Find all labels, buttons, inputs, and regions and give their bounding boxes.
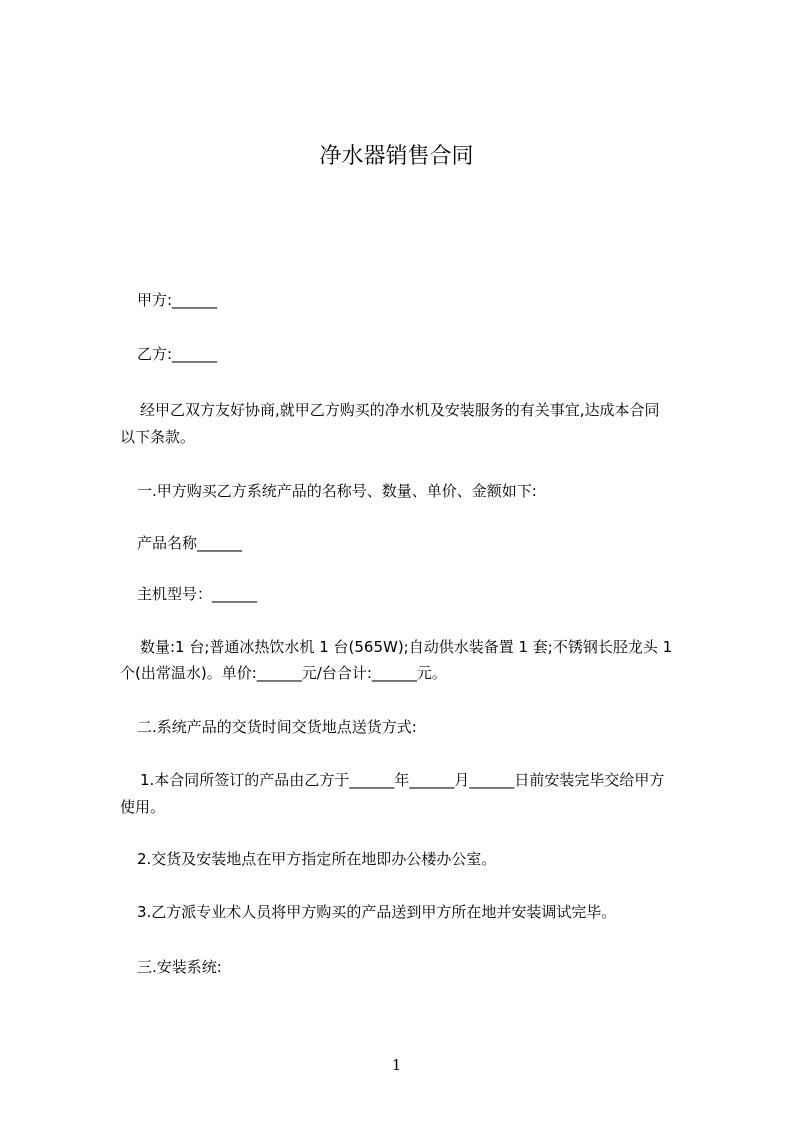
intro-line-1: 经甲乙双方友好协商,就甲乙方购买的净水机及安装服务的有关事宜,达成本合同 — [140, 401, 660, 419]
document-title: 净水器销售合同 — [319, 144, 474, 169]
section-2-item-1-line-1: 1.本合同所签订的产品由乙方于______年______月______日前安装完毕交给甲方 — [140, 771, 665, 789]
section-2-heading: 二.系统产品的交货时间交货地点送货方式: — [137, 718, 417, 736]
quantity-line-2: 个(出常温水)。单价:______元/台合计:______元。 — [120, 664, 447, 682]
model-number: 主机型号：______ — [137, 585, 258, 603]
section-2-item-2: 2.交货及安装地点在甲方指定所在地即办公楼办公室。 — [137, 850, 497, 868]
intro-line-2: 以下条款。 — [120, 428, 196, 446]
section-2-item-1-line-2: 使用。 — [120, 798, 166, 816]
quantity-line-1: 数量:1 台;普通冰热饮水机 1 台(565W);自动供水装备置 1 套;不锈钢长胫龙头 1 — [140, 638, 673, 656]
party-b: 乙方:______ — [137, 345, 218, 363]
section-3-heading: 三.安装系统: — [137, 958, 222, 976]
party-a: 甲方:______ — [137, 291, 218, 309]
section-2-item-3: 3.乙方派专业术人员将甲方购买的产品送到甲方所在地并安装调试完毕。 — [137, 903, 617, 921]
product-name: 产品名称______ — [137, 534, 243, 552]
page-number: 1 — [391, 1056, 402, 1074]
section-1-heading: 一.甲方购买乙方系统产品的名称号、数量、单价、金额如下: — [137, 482, 537, 500]
